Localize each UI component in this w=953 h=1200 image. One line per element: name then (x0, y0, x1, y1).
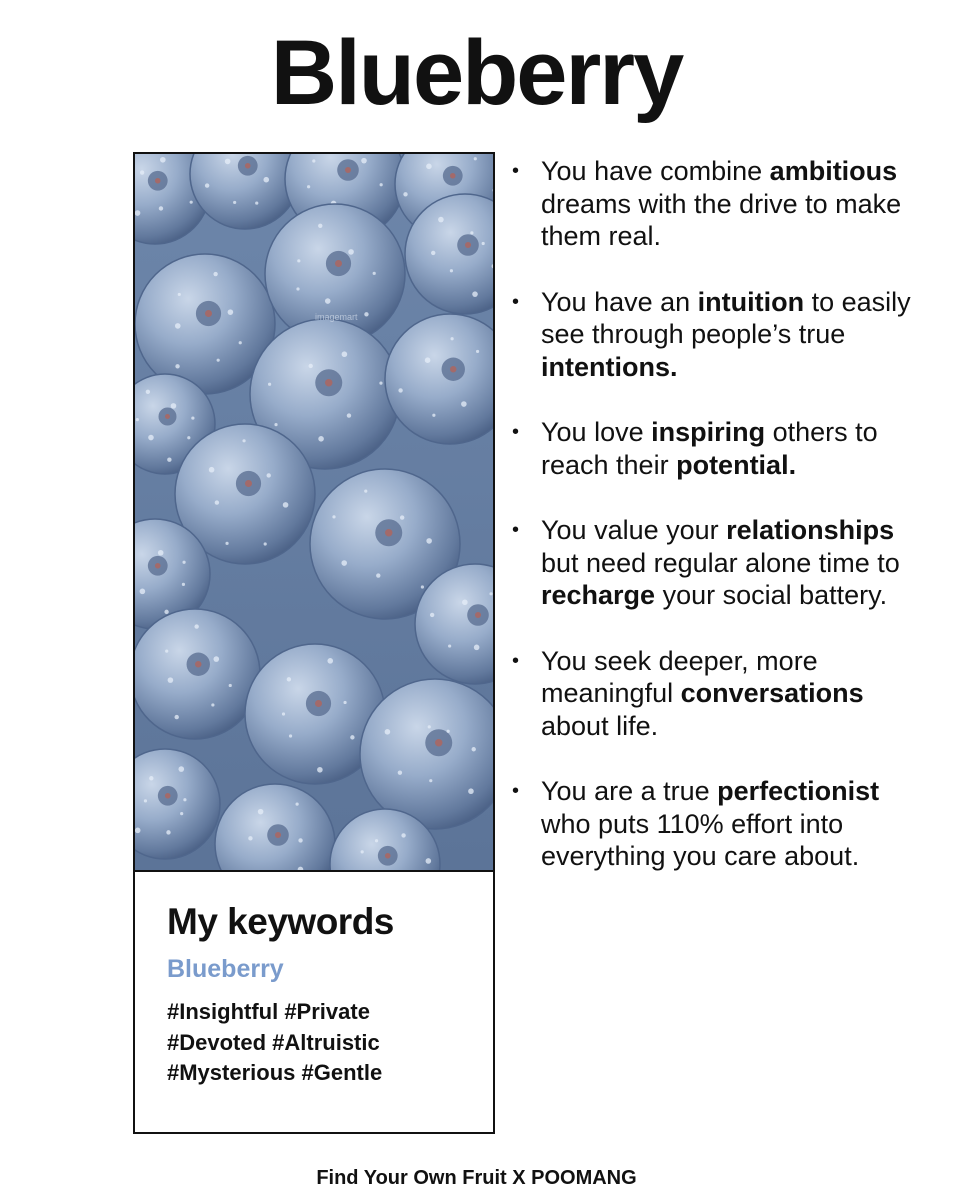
bullet-icon: • (512, 160, 520, 182)
dew-drop (380, 183, 383, 186)
traits-list (512, 155, 932, 906)
dew-drop (158, 550, 164, 556)
tag-line: #Devoted #Altruistic (167, 1029, 380, 1055)
dew-drop (482, 242, 485, 245)
dew-drop (398, 770, 402, 774)
dew-drop (263, 177, 269, 183)
dew-drop (325, 298, 331, 304)
blueberry-crown-center (205, 310, 212, 317)
trait-text: others to reach their (541, 417, 878, 480)
dew-drop (215, 500, 219, 504)
dew-drop (182, 583, 185, 586)
dew-drop (175, 364, 179, 368)
dew-drop (213, 272, 217, 276)
dew-drop (373, 272, 376, 275)
dew-drop (432, 414, 435, 417)
dew-drop (264, 542, 267, 545)
footer-credit: Find Your Own Fruit X POOMANG (316, 1167, 637, 1189)
blueberry-crown-center (165, 414, 170, 419)
trait-keyword: ambitious (769, 156, 898, 186)
dew-drop (248, 836, 252, 840)
trait-keyword: relationships (726, 515, 895, 545)
blueberries-image (135, 154, 493, 870)
blueberries-photo (135, 154, 493, 872)
dew-drop (148, 435, 154, 441)
trait-text: dreams with the drive to make them real. (541, 188, 902, 251)
dew-drop (462, 599, 468, 605)
dew-drop (379, 382, 382, 385)
keywords-panel (167, 899, 394, 1089)
trait-keyword: conversations (680, 678, 864, 708)
trait-item (512, 514, 932, 612)
dew-drop (194, 624, 198, 628)
dew-drop (149, 776, 153, 780)
dew-drop (144, 799, 147, 802)
blueberry-crown-center (195, 661, 202, 668)
blueberry-crown-center (385, 529, 393, 537)
dew-drop (348, 249, 354, 255)
dew-drop (211, 703, 214, 706)
dew-drop (268, 383, 271, 386)
trait-text: You seek deeper, more meaningful (541, 645, 818, 708)
dew-drop (332, 515, 335, 518)
tag-line: #Insightful #Private (167, 999, 370, 1024)
dew-drop (255, 201, 258, 204)
dew-drop (431, 251, 435, 255)
blueberry-crown-center (335, 260, 342, 267)
dew-drop (135, 828, 141, 834)
dew-drop (213, 656, 219, 662)
trait-text: about life. (541, 710, 659, 741)
dew-drop (168, 677, 174, 683)
trait-keyword: recharge (541, 580, 656, 610)
blueberry-crown-center (435, 739, 443, 747)
blueberry-crown-center (165, 793, 171, 799)
dew-drop (398, 388, 402, 392)
dew-drop (347, 413, 351, 417)
dew-drop (258, 809, 264, 815)
dew-drop (180, 812, 183, 815)
dew-drop (296, 287, 299, 290)
dew-drop (159, 206, 163, 210)
blueberry-crown-center (385, 853, 391, 859)
dew-drop (209, 467, 215, 473)
dew-drop (470, 231, 473, 234)
dew-drop (308, 364, 312, 368)
tag-line: #Mysterious #Gentle (167, 1060, 383, 1085)
dew-drop (428, 725, 431, 728)
trait-text: You have combine (541, 156, 770, 186)
blueberry-crown-center (450, 173, 456, 179)
bullet-icon: • (512, 519, 520, 541)
dew-drop (447, 730, 450, 733)
dew-drop (225, 159, 231, 165)
dew-drop (233, 201, 236, 204)
dew-drop (297, 259, 300, 262)
trait-item (512, 155, 932, 253)
dew-drop (160, 157, 166, 163)
dew-drop (364, 490, 367, 493)
dew-drop (267, 473, 271, 477)
trait-text: to easily see through people’s true (541, 286, 911, 349)
blueberry-crown-center (450, 366, 457, 373)
dew-drop (376, 573, 380, 577)
dew-drop (283, 502, 289, 508)
dew-drop (364, 312, 368, 316)
dew-drop (327, 658, 333, 664)
dew-drop (430, 613, 434, 617)
dew-drop (225, 542, 228, 545)
dew-drop (166, 830, 170, 834)
dew-drop (429, 779, 432, 782)
dew-drop (187, 436, 190, 439)
blueberry-crown-center (245, 480, 252, 487)
dew-drop (140, 589, 146, 595)
dew-drop (217, 359, 220, 362)
blueberry-crown-center (345, 167, 351, 173)
dew-drop (136, 418, 139, 421)
page-title: Blueberry (270, 22, 683, 124)
bullet-icon: • (512, 421, 520, 443)
dew-drop (361, 850, 364, 853)
dew-drop (182, 561, 185, 564)
trait-text: your social battery. (655, 580, 888, 610)
dew-drop (425, 357, 431, 363)
keywords-tags (167, 997, 394, 1089)
blueberry-crown-center (155, 563, 161, 569)
trait-keyword: inspiring (651, 417, 766, 447)
dew-drop (175, 323, 181, 329)
dew-drop (318, 436, 324, 442)
blueberry-crown-center (155, 178, 161, 184)
dew-drop (375, 839, 378, 842)
dew-drop (343, 701, 346, 704)
dew-drop (312, 159, 315, 162)
dew-drop (135, 210, 140, 216)
dew-drop (274, 423, 277, 426)
trait-text: You have an (541, 286, 698, 317)
trait-text: You love (541, 417, 652, 447)
bullet-icon: • (512, 649, 520, 672)
dew-drop (228, 309, 234, 315)
dew-drop (178, 766, 184, 772)
trait-keyword: intuition (697, 286, 805, 317)
dew-drop (307, 185, 310, 188)
dew-drop (421, 585, 424, 588)
dew-drop (178, 293, 181, 296)
keywords-heading: My keywords (167, 901, 394, 942)
blueberry-crown-center (475, 612, 481, 618)
trait-keyword: intentions. (541, 351, 678, 382)
dew-drop (171, 403, 177, 409)
bullet-icon: • (512, 780, 520, 802)
dew-drop (175, 715, 179, 719)
trait-text: who puts 110% effort into everything you care about. (541, 808, 860, 871)
dew-drop (282, 712, 285, 715)
dew-drop (450, 269, 453, 272)
trait-keyword: perfectionist (717, 776, 880, 806)
dew-drop (341, 560, 347, 566)
blueberry-crown-center (325, 379, 333, 387)
dew-drop (438, 217, 444, 223)
dew-drop (317, 767, 323, 773)
dew-drop (474, 157, 477, 160)
dew-drop (426, 538, 432, 544)
trait-item (512, 286, 932, 384)
dew-drop (229, 684, 232, 687)
dew-drop (426, 858, 432, 864)
dew-drop (448, 644, 451, 647)
trait-text: You are a true (541, 776, 718, 806)
dew-drop (296, 803, 299, 806)
dew-drop (489, 592, 492, 595)
dew-drop (361, 158, 367, 164)
watermark-text: imagemart (315, 312, 358, 322)
dew-drop (451, 337, 454, 340)
dew-drop (426, 164, 432, 170)
trait-item (512, 645, 932, 743)
dew-drop (298, 838, 302, 842)
trait-text: You value your (541, 515, 727, 545)
dew-drop (342, 351, 348, 357)
blueberry-crown-center (315, 700, 322, 707)
dew-drop (289, 734, 292, 737)
blueberry-crown-center (245, 163, 251, 169)
dew-drop (146, 390, 150, 394)
dew-drop (472, 291, 478, 297)
dew-drop (140, 170, 144, 174)
dew-drop (239, 341, 242, 344)
trait-keyword: potential. (676, 449, 797, 480)
trait-item (512, 416, 932, 481)
dew-drop (472, 747, 476, 751)
dew-drop (165, 649, 168, 652)
dew-drop (190, 201, 193, 204)
dew-drop (401, 833, 405, 837)
dew-drop (350, 735, 354, 739)
dew-drop (167, 458, 171, 462)
dew-drop (461, 401, 467, 407)
dew-drop (164, 610, 168, 614)
dew-drop (205, 183, 209, 187)
fruit-card (133, 152, 495, 1134)
dew-drop (474, 645, 480, 651)
dew-drop (476, 350, 479, 353)
dew-drop (400, 515, 404, 519)
keywords-fruit-name: Blueberry (167, 955, 284, 983)
blueberry-crown-center (275, 832, 281, 838)
dew-drop (385, 729, 391, 735)
dew-drop (468, 788, 474, 794)
dew-drop (318, 224, 322, 228)
blueberry-crown-center (465, 242, 471, 248)
dew-drop (403, 192, 407, 196)
dew-drop (183, 798, 186, 801)
dew-drop (287, 677, 291, 681)
dew-drop (191, 416, 194, 419)
trait-text: but need regular alone time to (541, 547, 900, 578)
bullet-icon: • (512, 290, 520, 313)
trait-item (512, 775, 932, 873)
dew-drop (242, 439, 245, 442)
